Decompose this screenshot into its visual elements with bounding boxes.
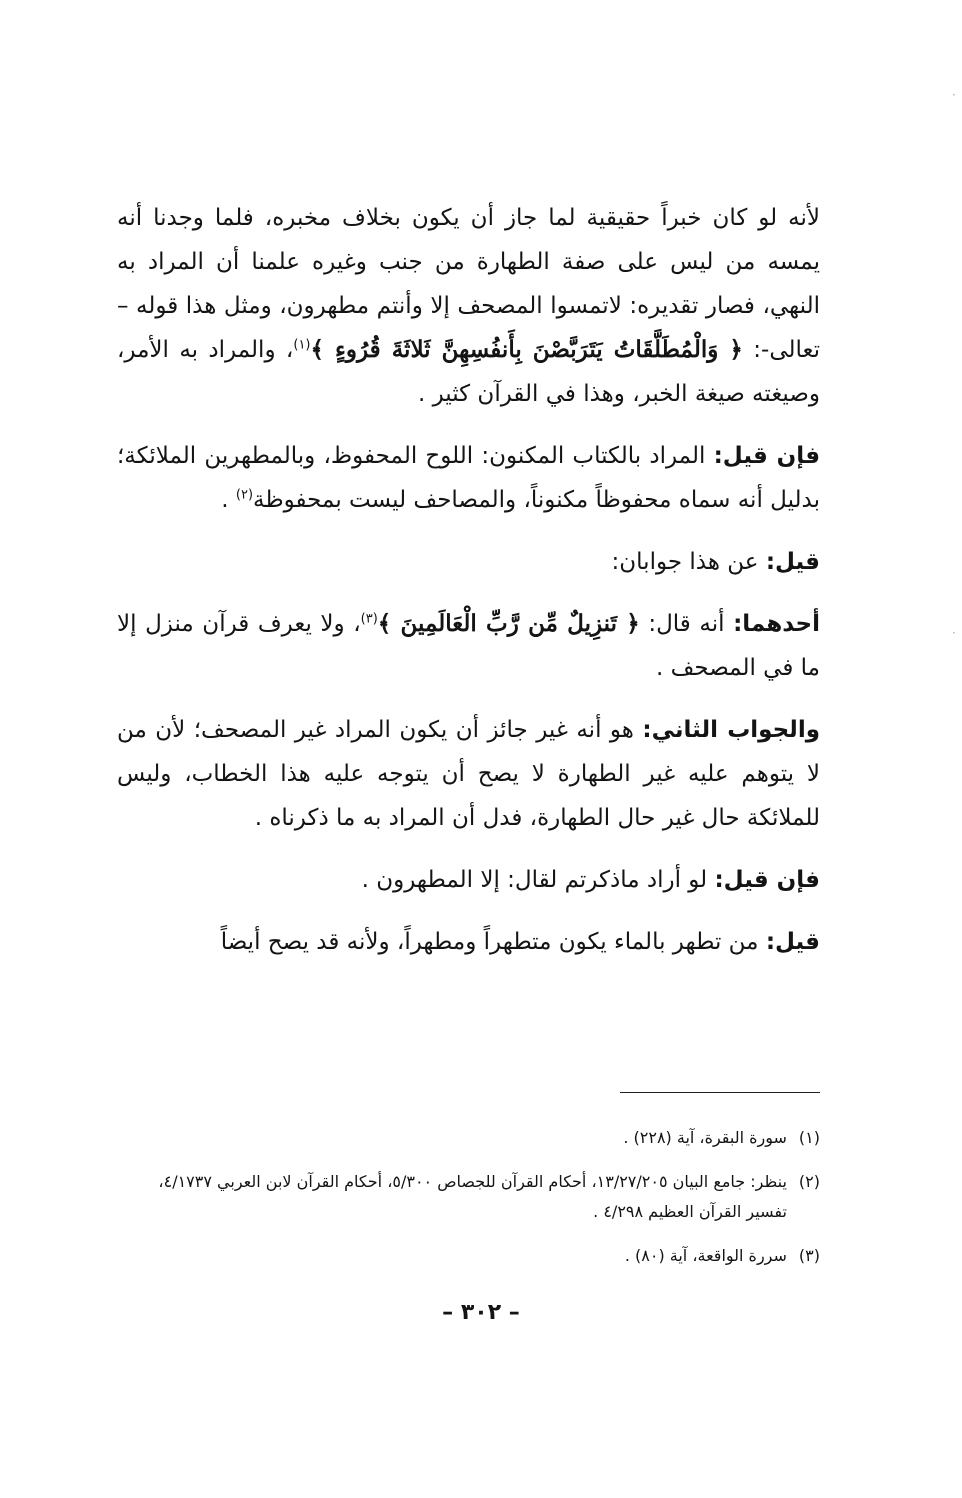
paragraph-5: والجواب الثاني: هو أنه غير جائز أن يكون المراد غير المصحف؛ لأن من لا يتوهم عليه غير الطهارة لا يصح أن يتوجه عليه هذا الخطاب، وليس للملائكة حال غير حال الطهارة، فدل أن المراد به ما ذكرناه . xyxy=(117,717,820,831)
footnote-number: (٢) xyxy=(798,1172,820,1191)
quran-verse: ﴿ وَالْمُطَلَّقَاتُ يَتَرَبَّصْنَ بِأَنفُسِهِنَّ ثَلاثَةَ قُرُوءٍ ﴾ xyxy=(310,336,743,363)
footnotes xyxy=(117,1123,820,1285)
scan-mark: · xyxy=(952,88,956,102)
reply-label: قيل: xyxy=(765,929,820,955)
footnote-text: ينظر: جامع البيان ١٣/٢٧/٢٠٥، أحكام القرآن للجصاص ٥/٣٠٠، أحكام القرآن لابن العربي ٤/١٧٣٧، تفسير القرآن العظيم ٤/٢٩٨ . xyxy=(158,1172,787,1221)
footnote-number: (١) xyxy=(798,1128,820,1147)
reply-label: قيل: xyxy=(765,549,820,575)
footnote-text: سررة الواقعة، آية (٨٠) . xyxy=(624,1246,787,1265)
footnote-ref-1[interactable]: (١) xyxy=(293,337,311,353)
paragraph-6: فإن قيل: لو أراد ماذكرتم لقال: إلا المطهرون . xyxy=(361,867,820,893)
paragraph-3: قيل: عن هذا جوابان: xyxy=(611,549,820,575)
footnote-3 xyxy=(117,1241,820,1271)
quran-verse: ﴿ تَنزِيلٌ مِّن رَّبِّ الْعَالَمِينَ ﴾ xyxy=(377,610,640,637)
first-answer-label: أحدهما: xyxy=(733,611,821,637)
paragraph-1: لأنه لو كان خبراً حقيقية لما جاز أن يكون بخلاف مخبره، فلما وجدنا أنه يمسه من ليس على صفة الطهارة من جنب وغيره علمنا أن المراد به النهي، فصار تقديره: لاتمسوا المصحف إلا وأنتم مطهرون، ومثل هذا قوله – تعالى-: ﴿ وَالْمُطَلَّقَاتُ يَتَرَبَّصْنَ بِأَنفُسِهِنَّ ثَلاثَةَ قُرُوءٍ ﴾$^{(١)}$، والمراد به الأمر، وصيغته صيغة الخبر، وهذا في القرآن كثير . xyxy=(117,205,821,407)
main-text xyxy=(117,196,820,982)
second-answer-label: والجواب الثاني: xyxy=(642,717,820,743)
page-number: – ٣٠٢ – xyxy=(442,1300,520,1325)
footnote-number: (٣) xyxy=(798,1246,820,1265)
footnote-2 xyxy=(117,1167,820,1227)
paragraph-2: فإن قيل: المراد بالكتاب المكنون: اللوح المحفوظ، وبالمطهرين الملائكة؛ بدليل أنه سماه محفوظاً مكنوناً، والمصاحف ليست بمحفوظة$^{(٢)}$ . xyxy=(117,443,820,513)
scan-mark: · xyxy=(952,626,956,640)
footnote-ref-3[interactable]: (٣) xyxy=(360,611,378,627)
footnote-1 xyxy=(117,1123,820,1153)
footnote-separator xyxy=(620,1092,820,1093)
paragraph-4: أحدهما: أنه قال: ﴿ تَنزِيلٌ مِّن رَّبِّ الْعَالَمِينَ ﴾$^{(٣)}$، ولا يعرف قرآن منزل إلا ما في المصحف . xyxy=(117,610,821,681)
objection-label: فإن قيل: xyxy=(713,443,820,469)
objection-label: فإن قيل: xyxy=(714,867,820,893)
footnote-text: سورة البقرة، آية (٢٢٨) . xyxy=(623,1128,787,1147)
paragraph-7: قيل: من تطهر بالماء يكون متطهراً ومطهراً، ولأنه قد يصح أيضاً xyxy=(220,929,820,955)
footnote-ref-2[interactable]: (٢) xyxy=(235,487,254,503)
